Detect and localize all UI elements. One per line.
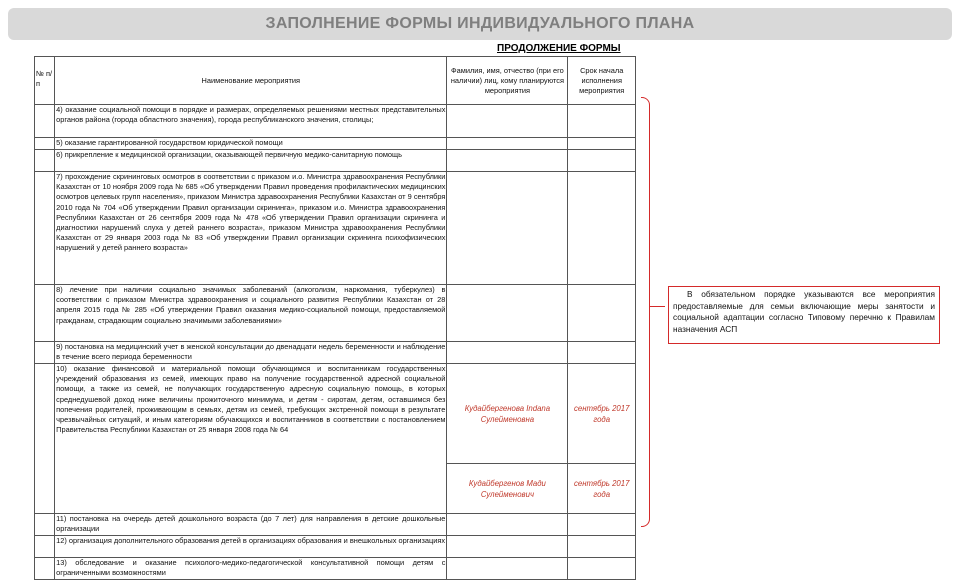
table-row	[35, 514, 636, 536]
header-person: Фамилия, имя, отчество (при его наличии) лиц, кому планируются мероприятия	[447, 57, 568, 105]
row-person[interactable]	[447, 558, 568, 580]
row-text: 12) организация дополнительного образования детей в организациях образования и внешкольных организациях	[55, 536, 447, 558]
row-person[interactable]	[447, 285, 568, 342]
title-bar	[8, 8, 952, 40]
row-term[interactable]	[568, 342, 636, 364]
form-subtitle: ПРОДОЛЖЕНИЕ ФОРМЫ	[497, 43, 621, 54]
row-term[interactable]	[568, 150, 636, 172]
table-row	[35, 138, 636, 150]
annotation-note	[668, 286, 940, 344]
table-row	[35, 172, 636, 285]
row-text: 7) прохождение скрининговых осмотров в соответствии с приказом и.о. Министра здравоохранения Республики Казахстан от 10 ноября 2009 года № 685 «Об утверждении Правил проведения профилактических медицинских осмотров целевых групп населения», приказом Министра здравоохранения Республики Казахстан от 9 сентября 2010 года № 704 «Об утверждении Правил организации скрининга», приказом и.о. Министра здравоохранения Республики Казахстан от 26 сентября 2009 года № 478 «Об утверждении Правил организации скрининга и диагностики нарушений слуха у детей раннего возраста», приказом Министра здравоохранения Республики Казахстан от 29 января 2003 года № 83 «Об утверждении Правил организации скрининга психофизических нарушений у детей раннего возраста»	[55, 172, 447, 285]
plan-table	[34, 56, 636, 580]
row-term[interactable]	[568, 105, 636, 138]
row-person[interactable]: Кудайбергенова Indana Сулейменовна	[447, 364, 568, 464]
header-event: Наименование мероприятия	[55, 57, 447, 105]
row-term[interactable]	[568, 514, 636, 536]
annotation-note-text: В обязательном порядке указываются все мероприятия предоставляемые для семьи включающие меры занятости и социальной адаптации согласно Типовому перечню к Правилам назначения АСП	[673, 289, 935, 334]
row-term[interactable]	[568, 285, 636, 342]
row-person[interactable]	[447, 342, 568, 364]
row-person[interactable]	[447, 138, 568, 150]
header-num: № п/п	[35, 57, 55, 105]
row-term[interactable]	[568, 558, 636, 580]
row-term[interactable]: сентябрь 2017 года	[568, 464, 636, 514]
row-person[interactable]	[447, 536, 568, 558]
bracket-connector	[641, 97, 650, 527]
bracket-pointer	[649, 306, 665, 307]
table-row	[35, 342, 636, 364]
row-person[interactable]	[447, 150, 568, 172]
table-row	[35, 558, 636, 580]
row-person[interactable]	[447, 514, 568, 536]
row-text: 10) оказание финансовой и материальной помощи обучающимся и воспитанникам государственных учреждений образования из семей, имеющих право на получение государственной адресной социальной помощи, а также из семей, не получающих государственную адресную социальную помощь, в которых среднедушевой доход ниже величины прожиточного минимума, и детям - сиротам, детям, оставшимся без попечения родителей, проживающим в семьях, детям из семей, требующих экстренной помощи в результате чрезвычайных ситуаций, и иным категориям обучающихся и воспитанников в соответствии с постановлением Правительства Республики Казахстан от 25 января 2008 года № 64	[55, 364, 447, 514]
row-text: 11) постановка на очередь детей дошкольного возраста (до 7 лет) для направления в детские дошкольные организации	[55, 514, 447, 536]
table-header-row	[35, 57, 636, 105]
table-row	[35, 105, 636, 138]
page-title: ЗАПОЛНЕНИЕ ФОРМЫ ИНДИВИДУАЛЬНОГО ПЛАНА	[265, 15, 695, 32]
table-row	[35, 150, 636, 172]
row-text: 6) прикрепление к медицинской организации, оказывающей первичную медико-санитарную помощь	[55, 150, 447, 172]
row-text: 8) лечение при наличии социально значимых заболеваний (алкоголизм, наркомания, туберкулез) в соответствии с приказом Министра здравоохранения и социального развития Республики Казахстан от 28 апреля 2015 года № 285 «Об утверждении Правил оказания медико-социальной помощи, предоставляемой гражданам, страдающим социально значимыми заболеваниями»	[55, 285, 447, 342]
table-row	[35, 364, 636, 464]
row-text: 4) оказание социальной помощи в порядке и размерах, определяемых решениями местных представительных органов района (города областного значения), города республиканского значения, столицы;	[55, 105, 447, 138]
header-term: Срок начала исполнения мероприятия	[568, 57, 636, 105]
row-text: 9) постановка на медицинский учет в женской консультации до двенадцати недель беременности и наблюдение в течение всего периода беременности	[55, 342, 447, 364]
row-term[interactable]	[568, 172, 636, 285]
row-term[interactable]	[568, 138, 636, 150]
row-person[interactable]	[447, 105, 568, 138]
row-person[interactable]: Кудайбергенов Мади Сулейменович	[447, 464, 568, 514]
table-row	[35, 536, 636, 558]
row-text: 5) оказание гарантированной государством юридической помощи	[55, 138, 447, 150]
row-term[interactable]: сентябрь 2017 года	[568, 364, 636, 464]
table-row	[35, 285, 636, 342]
row-person[interactable]	[447, 172, 568, 285]
row-term[interactable]	[568, 536, 636, 558]
row-text: 13) обследование и оказание психолого-медико-педагогической консультативной помощи детям с ограниченными возможностями	[55, 558, 447, 580]
